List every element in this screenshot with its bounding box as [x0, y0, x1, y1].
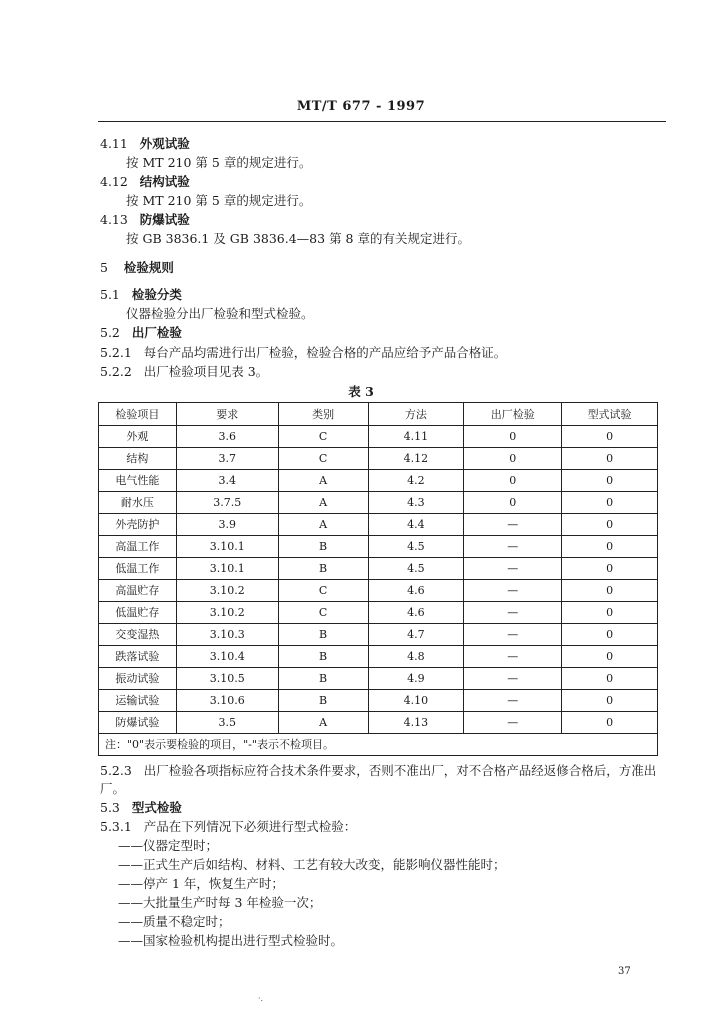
table-cell: 0: [562, 448, 658, 470]
table-cell: 3.7.5: [176, 492, 278, 514]
section-body: 产品在下列情况下必须进行型式检验：: [143, 819, 357, 834]
chapter-number: 5: [100, 260, 108, 275]
table-cell: 4.10: [368, 690, 464, 712]
section-title: 外观试验: [139, 136, 190, 151]
table-cell: A: [278, 470, 368, 492]
table-cell: 3.9: [176, 514, 278, 536]
table-cell: 防爆试验: [99, 712, 177, 734]
table-row: [99, 470, 658, 492]
table-cell: C: [278, 448, 368, 470]
table-cell: 4.11: [368, 426, 464, 448]
table-cell: 0: [562, 470, 658, 492]
table-cell: 3.10.6: [176, 690, 278, 712]
table-cell: —: [464, 668, 562, 690]
table-cell: 0: [562, 712, 658, 734]
table-cell: 4.6: [368, 602, 464, 624]
table-cell: B: [278, 690, 368, 712]
table-cell: 4.2: [368, 470, 464, 492]
table-cell: A: [278, 492, 368, 514]
section-5-3-1: [100, 819, 356, 835]
table-cell: 高温工作: [99, 536, 177, 558]
section-title: 结构试验: [139, 174, 190, 189]
section-4-12-body: 按 MT 210 第 5 章的规定进行。: [126, 193, 312, 208]
table-row: [99, 514, 658, 536]
table-row: [99, 602, 658, 624]
table-cell: 4.13: [368, 712, 464, 734]
list-item: ——停产 1 年，恢复生产时；: [118, 876, 284, 891]
table-cell: 3.10.1: [176, 558, 278, 580]
table-cell: —: [464, 514, 562, 536]
table-cell: C: [278, 580, 368, 602]
section-title: 检验分类: [131, 287, 182, 302]
table-cell: 4.7: [368, 624, 464, 646]
table-cell: —: [464, 580, 562, 602]
table-cell: 3.10.4: [176, 646, 278, 668]
table-cell: 0: [562, 690, 658, 712]
section-number: 5.2.3: [100, 763, 132, 778]
table-cell: 3.4: [176, 470, 278, 492]
list-item: ——国家检验机构提出进行型式检验时。: [118, 933, 344, 948]
table-row: [99, 448, 658, 470]
header-cell: 方法: [368, 403, 464, 426]
section-body: 每台产品均需进行出厂检验，检验合格的产品应给予产品合格证。: [143, 345, 507, 360]
table-cell: B: [278, 624, 368, 646]
table-cell: 交变湿热: [99, 624, 177, 646]
table-cell: B: [278, 646, 368, 668]
table-cell: 耐水压: [99, 492, 177, 514]
table-cell: 4.5: [368, 536, 464, 558]
header-rule: [98, 121, 666, 122]
list-item: ——仪器定型时；: [118, 838, 219, 853]
table-cell: 0: [562, 646, 658, 668]
section-5-3-heading: [100, 800, 182, 816]
list-item: ——正式生产后如结构、材料、工艺有较大改变，能影响仪器性能时；: [118, 857, 506, 872]
table-cell: 低温工作: [99, 558, 177, 580]
header-cell: 要求: [176, 403, 278, 426]
table-cell: 0: [562, 426, 658, 448]
section-number: 5.1: [100, 287, 120, 302]
table-cell: 4.4: [368, 514, 464, 536]
table-cell: 0: [562, 514, 658, 536]
section-4-11-body: 按 MT 210 第 5 章的规定进行。: [126, 155, 312, 170]
table-note: 注："0"表示要检验的项目，"-"表示不检项目。: [99, 734, 658, 756]
table-cell: 3.10.5: [176, 668, 278, 690]
table-cell: 3.10.2: [176, 580, 278, 602]
table-cell: C: [278, 426, 368, 448]
table-cell: 0: [562, 536, 658, 558]
table-cell: —: [464, 602, 562, 624]
table-row: [99, 690, 658, 712]
table-row: [99, 712, 658, 734]
table-cell: 0: [562, 580, 658, 602]
section-number: 5.3: [100, 800, 120, 815]
table-cell: 3.5: [176, 712, 278, 734]
table-row: [99, 624, 658, 646]
header-cell: 类别: [278, 403, 368, 426]
table-cell: 4.5: [368, 558, 464, 580]
section-5-2-3-line2: 厂。: [100, 781, 126, 796]
table-cell: 0: [464, 470, 562, 492]
section-title: 防爆试验: [139, 212, 190, 227]
table-row: [99, 668, 658, 690]
table-cell: 3.10.3: [176, 624, 278, 646]
section-number: 5.2: [100, 325, 120, 340]
list-item: ——质量不稳定时；: [118, 914, 231, 929]
table-cell: 0: [464, 426, 562, 448]
table-caption: 表 3: [348, 384, 374, 399]
table-cell: 0: [562, 558, 658, 580]
table-cell: 电气性能: [99, 470, 177, 492]
table-cell: A: [278, 712, 368, 734]
table-cell: 低温贮存: [99, 602, 177, 624]
table-cell: —: [464, 536, 562, 558]
table-cell: —: [464, 624, 562, 646]
section-4-13-body: 按 GB 3836.1 及 GB 3836.4—83 第 8 章的有关规定进行。: [126, 231, 470, 246]
table-cell: 0: [562, 624, 658, 646]
table-cell: 4.8: [368, 646, 464, 668]
table-cell: 3.7: [176, 448, 278, 470]
table-header-row: [99, 403, 658, 426]
section-title: 型式检验: [131, 800, 182, 815]
table-cell: —: [464, 558, 562, 580]
table-cell: 跌落试验: [99, 646, 177, 668]
table-cell: 外观: [99, 426, 177, 448]
section-5-2-3-line1: [100, 763, 656, 779]
section-number: 4.11: [100, 136, 128, 151]
section-4-11-heading: [100, 136, 190, 152]
inspection-items-table: [98, 402, 658, 756]
table-cell: 外壳防护: [99, 514, 177, 536]
table-row: [99, 426, 658, 448]
table-cell: 振动试验: [99, 668, 177, 690]
section-5-2-1: [100, 345, 506, 361]
section-5-1-body: 仪器检验分出厂检验和型式检验。: [126, 306, 314, 321]
table-cell: B: [278, 536, 368, 558]
section-number: 5.2.1: [100, 345, 132, 360]
table-cell: 0: [562, 492, 658, 514]
table-cell: 0: [464, 492, 562, 514]
table-row: [99, 536, 658, 558]
table-cell: 结构: [99, 448, 177, 470]
section-5-1-heading: [100, 287, 182, 303]
header-cell: 型式试验: [562, 403, 658, 426]
table-cell: A: [278, 514, 368, 536]
table-cell: 运输试验: [99, 690, 177, 712]
section-number: 4.12: [100, 174, 128, 189]
table-row: [99, 580, 658, 602]
table-cell: 3.10.1: [176, 536, 278, 558]
table-cell: 0: [562, 602, 658, 624]
table-row: [99, 646, 658, 668]
table-cell: 0: [464, 448, 562, 470]
table-row: [99, 492, 658, 514]
table-cell: 4.9: [368, 668, 464, 690]
table-cell: 3.6: [176, 426, 278, 448]
section-5-2-2: [100, 364, 268, 380]
table-cell: 高温贮存: [99, 580, 177, 602]
table-cell: —: [464, 646, 562, 668]
section-4-12-heading: [100, 174, 190, 190]
section-4-13-heading: [100, 212, 190, 228]
table-note-row: [99, 734, 658, 756]
table-cell: —: [464, 712, 562, 734]
table-cell: 0: [562, 668, 658, 690]
list-item: ——大批量生产时每 3 年检验一次；: [118, 895, 322, 910]
table-cell: C: [278, 602, 368, 624]
scan-speck: ·.: [258, 994, 264, 1003]
table-cell: B: [278, 558, 368, 580]
table-cell: 4.12: [368, 448, 464, 470]
section-number: 5.3.1: [100, 819, 132, 834]
table-cell: 4.3: [368, 492, 464, 514]
table-cell: B: [278, 668, 368, 690]
section-title: 出厂检验: [131, 325, 182, 340]
section-body: 出厂检验项目见表 3。: [143, 364, 269, 379]
table-cell: 3.10.2: [176, 602, 278, 624]
section-body: 出厂检验各项指标应符合技术条件要求，否则不准出厂，对不合格产品经返修合格后，方准出: [143, 763, 657, 778]
chapter-5-heading: [100, 260, 174, 276]
header-cell: 出厂检验: [464, 403, 562, 426]
page-number: 37: [618, 966, 631, 977]
page-header: MT/T 677 - 1997: [296, 99, 426, 114]
section-number: 4.13: [100, 212, 128, 227]
table-cell: —: [464, 690, 562, 712]
section-5-2-heading: [100, 325, 182, 341]
table-row: [99, 558, 658, 580]
table-cell: 4.6: [368, 580, 464, 602]
section-number: 5.2.2: [100, 364, 132, 379]
header-cell: 检验项目: [99, 403, 177, 426]
chapter-title: 检验规则: [123, 260, 174, 275]
